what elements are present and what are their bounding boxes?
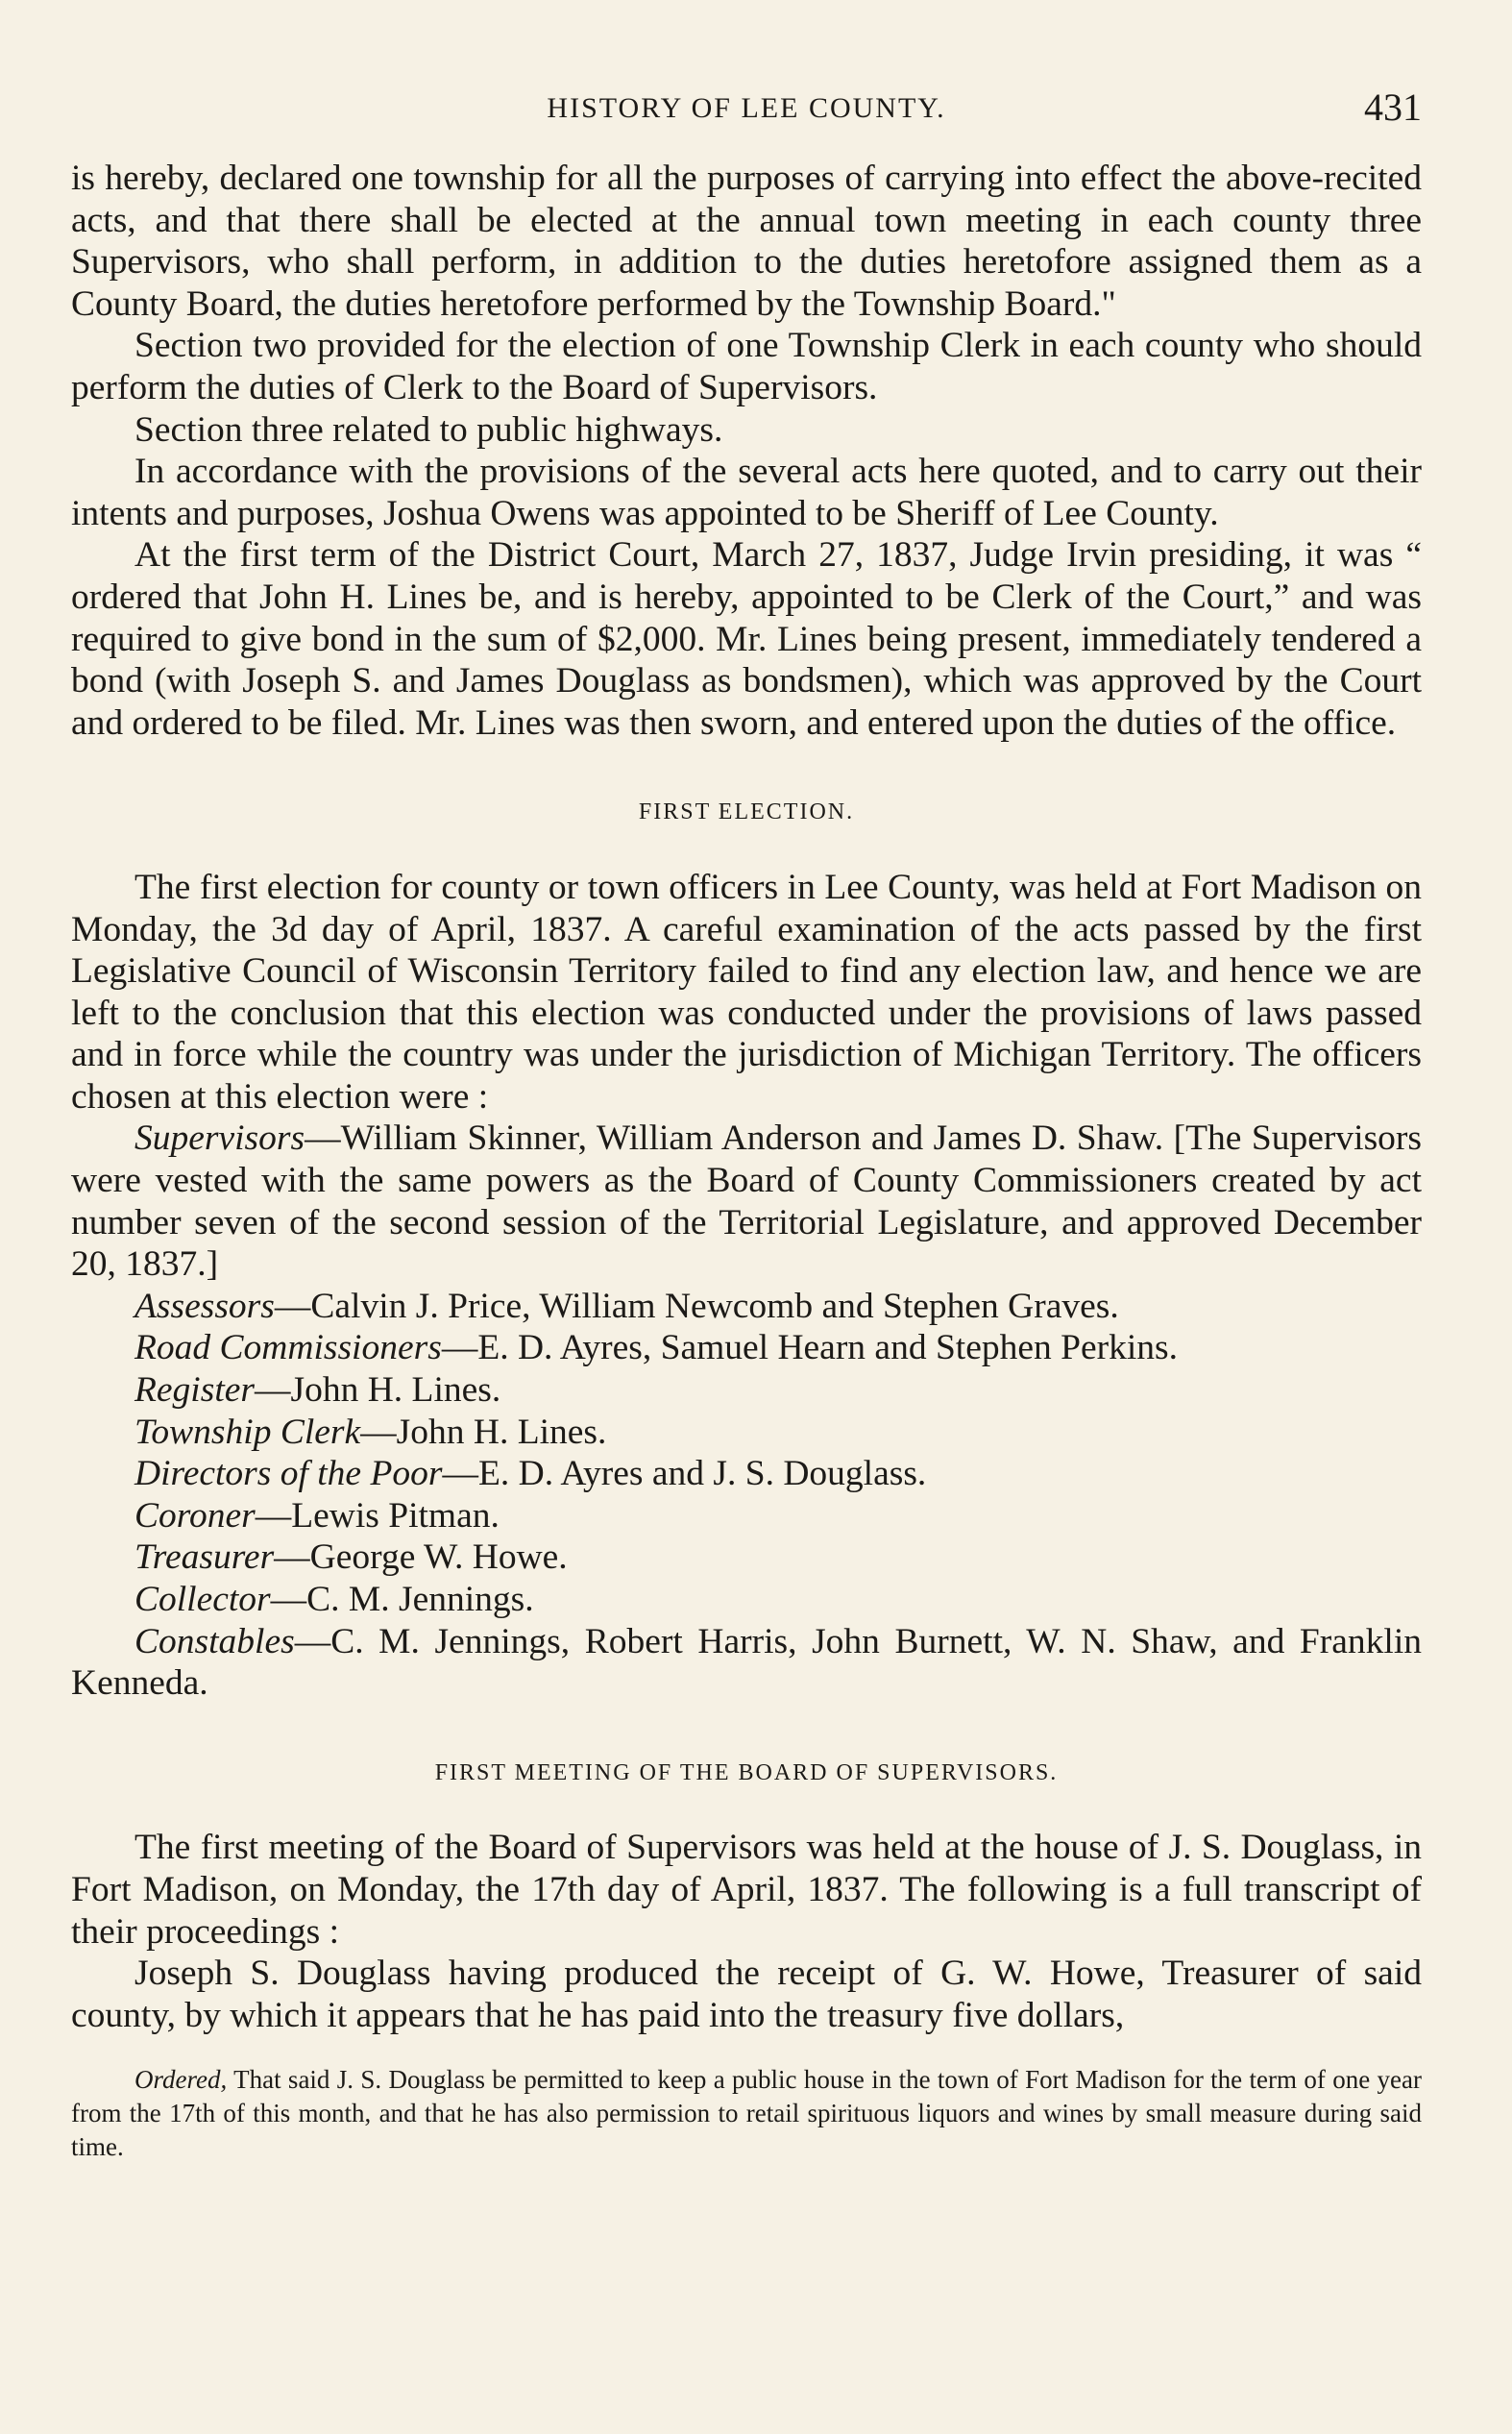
paragraph-continued: is hereby, declared one township for all the purposes of carrying into effect the above-recited acts, and that there shall be elected at the annual town meeting in each county three Supervisors, who shall perform, in addition to the duties heretofore assigned them as a County Board, the duties heretofore performed by the Township Board." (71, 159, 1422, 324)
officer-names: —C. M. Jennings. (270, 1580, 534, 1619)
ordered-text: That said J. S. Douglass be permitted to keep a public house in the town of Fort Madison for the term of one year from the 17th of this month, and that he has also permission to retail spirituous liquors and wines by small measure during said time. (71, 2065, 1422, 2162)
officer-entry (71, 1118, 1422, 1285)
paragraph-section-two: Section two provided for the election of one Township Clerk in each county who should perform the duties of Clerk to the Board of Supervisors. (71, 326, 1422, 407)
officer-entry (71, 1579, 1422, 1621)
officer-entry (71, 1412, 1422, 1454)
paragraph-sheriff: In accordance with the provisions of the several acts here quoted, and to carry out their intents and purposes, Joshua Owens was appointed to be Sheriff of Lee County. (71, 452, 1422, 533)
running-title: HISTORY OF LEE COUNTY. (547, 92, 946, 124)
officer-entry (71, 1286, 1422, 1328)
officer-entry (71, 1621, 1422, 1705)
officer-names: —Lewis Pitman. (255, 1495, 500, 1536)
officer-names: —George W. Howe. (274, 1537, 568, 1578)
paragraph-first-election: The first election for county or town officers in Lee County, was held at Fort Madison on Monday, the 3d day of April, 1837. A careful examination of the acts passed by the first Legislative Council of Wisconsin Territory failed to find any election law, and hence we are left to the conclusion that this election was conducted under the provisions of laws passed and in force while the country was under the jurisdiction of Michigan Territory. The officers chosen at this election were : (71, 867, 1422, 1117)
page-number: 431 (1364, 86, 1422, 129)
officer-role: Coroner (134, 1495, 256, 1536)
officer-role: Register (134, 1370, 255, 1411)
officer-entry (71, 1369, 1422, 1412)
running-header (71, 85, 1422, 138)
ordered-clause (71, 2063, 1422, 2164)
officer-entry (71, 1327, 1422, 1369)
officer-role: Supervisors (134, 1119, 305, 1159)
officer-role: Constables (134, 1621, 295, 1661)
officer-names: —E. D. Ayres, Samuel Hearn and Stephen Perkins. (441, 1328, 1179, 1368)
officer-names: —E. D. Ayres and J. S. Douglass. (442, 1454, 927, 1494)
officer-role: Directors of the Poor (134, 1454, 443, 1494)
officer-role: Township Clerk (134, 1412, 361, 1452)
paragraph-section-three: Section three related to public highways. (134, 409, 723, 450)
paragraph-first-meeting: The first meeting of the Board of Supervisors was held at the house of J. S. Douglass, in Fort Madison, on Monday, the 17th day of April, 1837. The following is a full transcript of their proceedings : (71, 1828, 1422, 1952)
officer-role: Treasurer (134, 1537, 275, 1578)
officer-role: Road Commissioners (134, 1328, 442, 1368)
officer-names: —William Skinner, William Anderson and James D. Shaw. [The Supervisors were vested with the same powers as the Board of County Commissioners created by act number seven of the second session of the Territorial Legislature, and approved December 20, 1837.] (71, 1119, 1422, 1285)
ordered-label: Ordered, (134, 2065, 228, 2095)
paragraph-district-court: At the first term of the District Court, March 27, 1837, Judge Irvin presiding, it was “ ordered that John H. Lines be, and is hereby, appointed to be Clerk of the Court,” and was required to give bond in the sum of $2,000. Mr. Lines being present, immediately tendered a bond (with Joseph S. and James Douglass as bondsmen), which was approved by the Court and ordered to be filed. Mr. Lines was then sworn, and entered upon the duties of the office. (71, 535, 1422, 743)
officer-role: Assessors (134, 1286, 275, 1326)
officer-entry (71, 1453, 1422, 1495)
section-heading-first-election: FIRST ELECTION. (638, 799, 855, 825)
officer-entry (71, 1537, 1422, 1579)
officer-names: —John H. Lines. (254, 1370, 501, 1411)
officer-entry (71, 1495, 1422, 1537)
paragraph-douglass-receipt: Joseph S. Douglass having produced the receipt of G. W. Howe, Treasurer of said county, by which it appears that he has paid into the treasury five dollars, (71, 1954, 1422, 2035)
section-heading-first-meeting: FIRST MEETING OF THE BOARD OF SUPERVISORS. (434, 1759, 1059, 1785)
body-text (71, 158, 1422, 2036)
officer-names: —C. M. Jennings, Robert Harris, John Burnett, W. N. Shaw, and Franklin Kenneda. (71, 1621, 1422, 1704)
ordered-paragraph (71, 2063, 1422, 2164)
officer-names: —John H. Lines. (360, 1412, 607, 1452)
officer-role: Collector (134, 1580, 271, 1619)
officer-list (71, 1118, 1422, 1704)
officer-names: —Calvin J. Price, William Newcomb and Stephen Graves. (274, 1286, 1119, 1326)
